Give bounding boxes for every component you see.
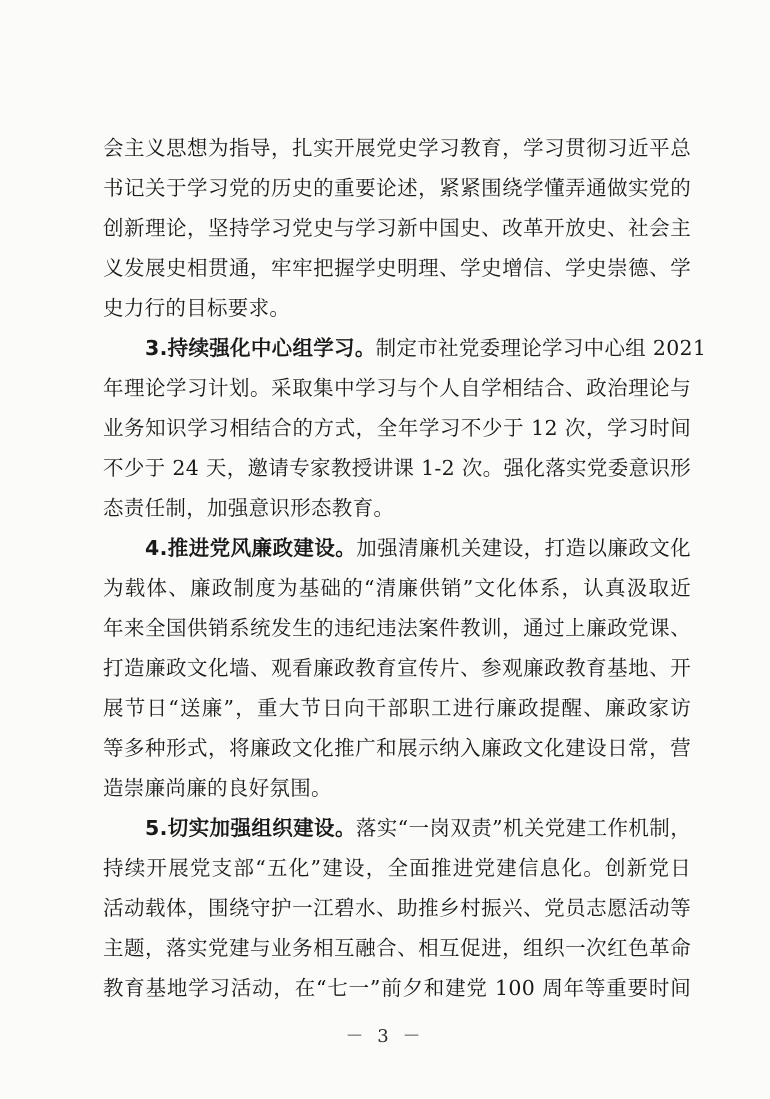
paragraph-first-line	[103, 808, 691, 848]
text-line: 等多种形式，将廉政文化推广和展示纳入廉政文化建设日常，营	[103, 736, 691, 760]
text-line: 持续开展党支部“五化”建设，全面推进党建信息化。创新党日	[103, 856, 691, 880]
text-line: 为载体、廉政制度为基础的“清廉供销”文化体系，认真汲取近	[103, 576, 691, 600]
paragraph-study-education	[103, 128, 691, 328]
paragraph-center-group-study	[103, 328, 707, 528]
text-line: 创新理论，坚持学习党史与学习新中国史、改革开放史、社会主	[103, 216, 691, 240]
text-line: 主题，落实党建与业务相互融合、相互促进，组织一次红色革命	[103, 936, 691, 960]
text-line: 会主义思想为指导，扎实开展党史学习教育，学习贯彻习近平总	[103, 136, 691, 160]
paragraph-clean-governance	[103, 528, 691, 808]
text-line: 造崇廉尚廉的良好氛围。	[103, 776, 332, 800]
text-line: 教育基地学习活动，在“七一”前夕和建党 100 周年等重要时间	[103, 976, 691, 1000]
text-line: 年理论学习计划。采取集中学习与个人自学相结合、政治理论与	[103, 376, 691, 400]
section-heading: 4.推进党风廉政建设。	[145, 536, 357, 560]
paragraph-first-line	[103, 328, 707, 368]
section-heading: 3.持续强化中心组学习。	[145, 336, 376, 360]
text-line: 义发展史相贯通，牢牢把握学史明理、学史增信、学史崇德、学	[103, 256, 691, 280]
page-number: － 3 －	[345, 1026, 425, 1047]
section-heading: 5.切实加强组织建设。	[145, 816, 356, 840]
paragraph-first-line	[103, 528, 691, 568]
text-line: 书记关于学习党的历史的重要论述，紧紧围绕学懂弄通做实党的	[103, 176, 691, 200]
document-body	[103, 128, 707, 1008]
text-line: 不少于 24 天，邀请专家教授讲课 1-2 次。强化落实党委意识形	[103, 456, 691, 480]
text-line: 展节日“送廉”，重大节日向干部职工进行廉政提醒、廉政家访	[103, 696, 691, 720]
text-segment: 制定市社党委理论学习中心组 2021	[375, 336, 707, 360]
paragraph-organization-building	[103, 808, 691, 1008]
text-line: 年来全国供销系统发生的违纪违法案件教训，通过上廉政党课、	[103, 616, 691, 640]
text-line: 业务知识学习相结合的方式，全年学习不少于 12 次，学习时间	[103, 416, 691, 440]
text-segment: 加强清廉机关建设，打造以廉政文化	[356, 536, 691, 560]
text-line: 史力行的目标要求。	[103, 296, 291, 320]
text-line: 打造廉政文化墙、观看廉政教育宣传片、参观廉政教育基地、开	[103, 656, 691, 680]
text-segment: 落实“一岗双责”机关党建工作机制，	[355, 816, 691, 840]
text-line: 态责任制，加强意识形态教育。	[103, 496, 395, 520]
text-line: 活动载体，围绕守护一江碧水、助推乡村振兴、党员志愿活动等	[103, 896, 691, 920]
